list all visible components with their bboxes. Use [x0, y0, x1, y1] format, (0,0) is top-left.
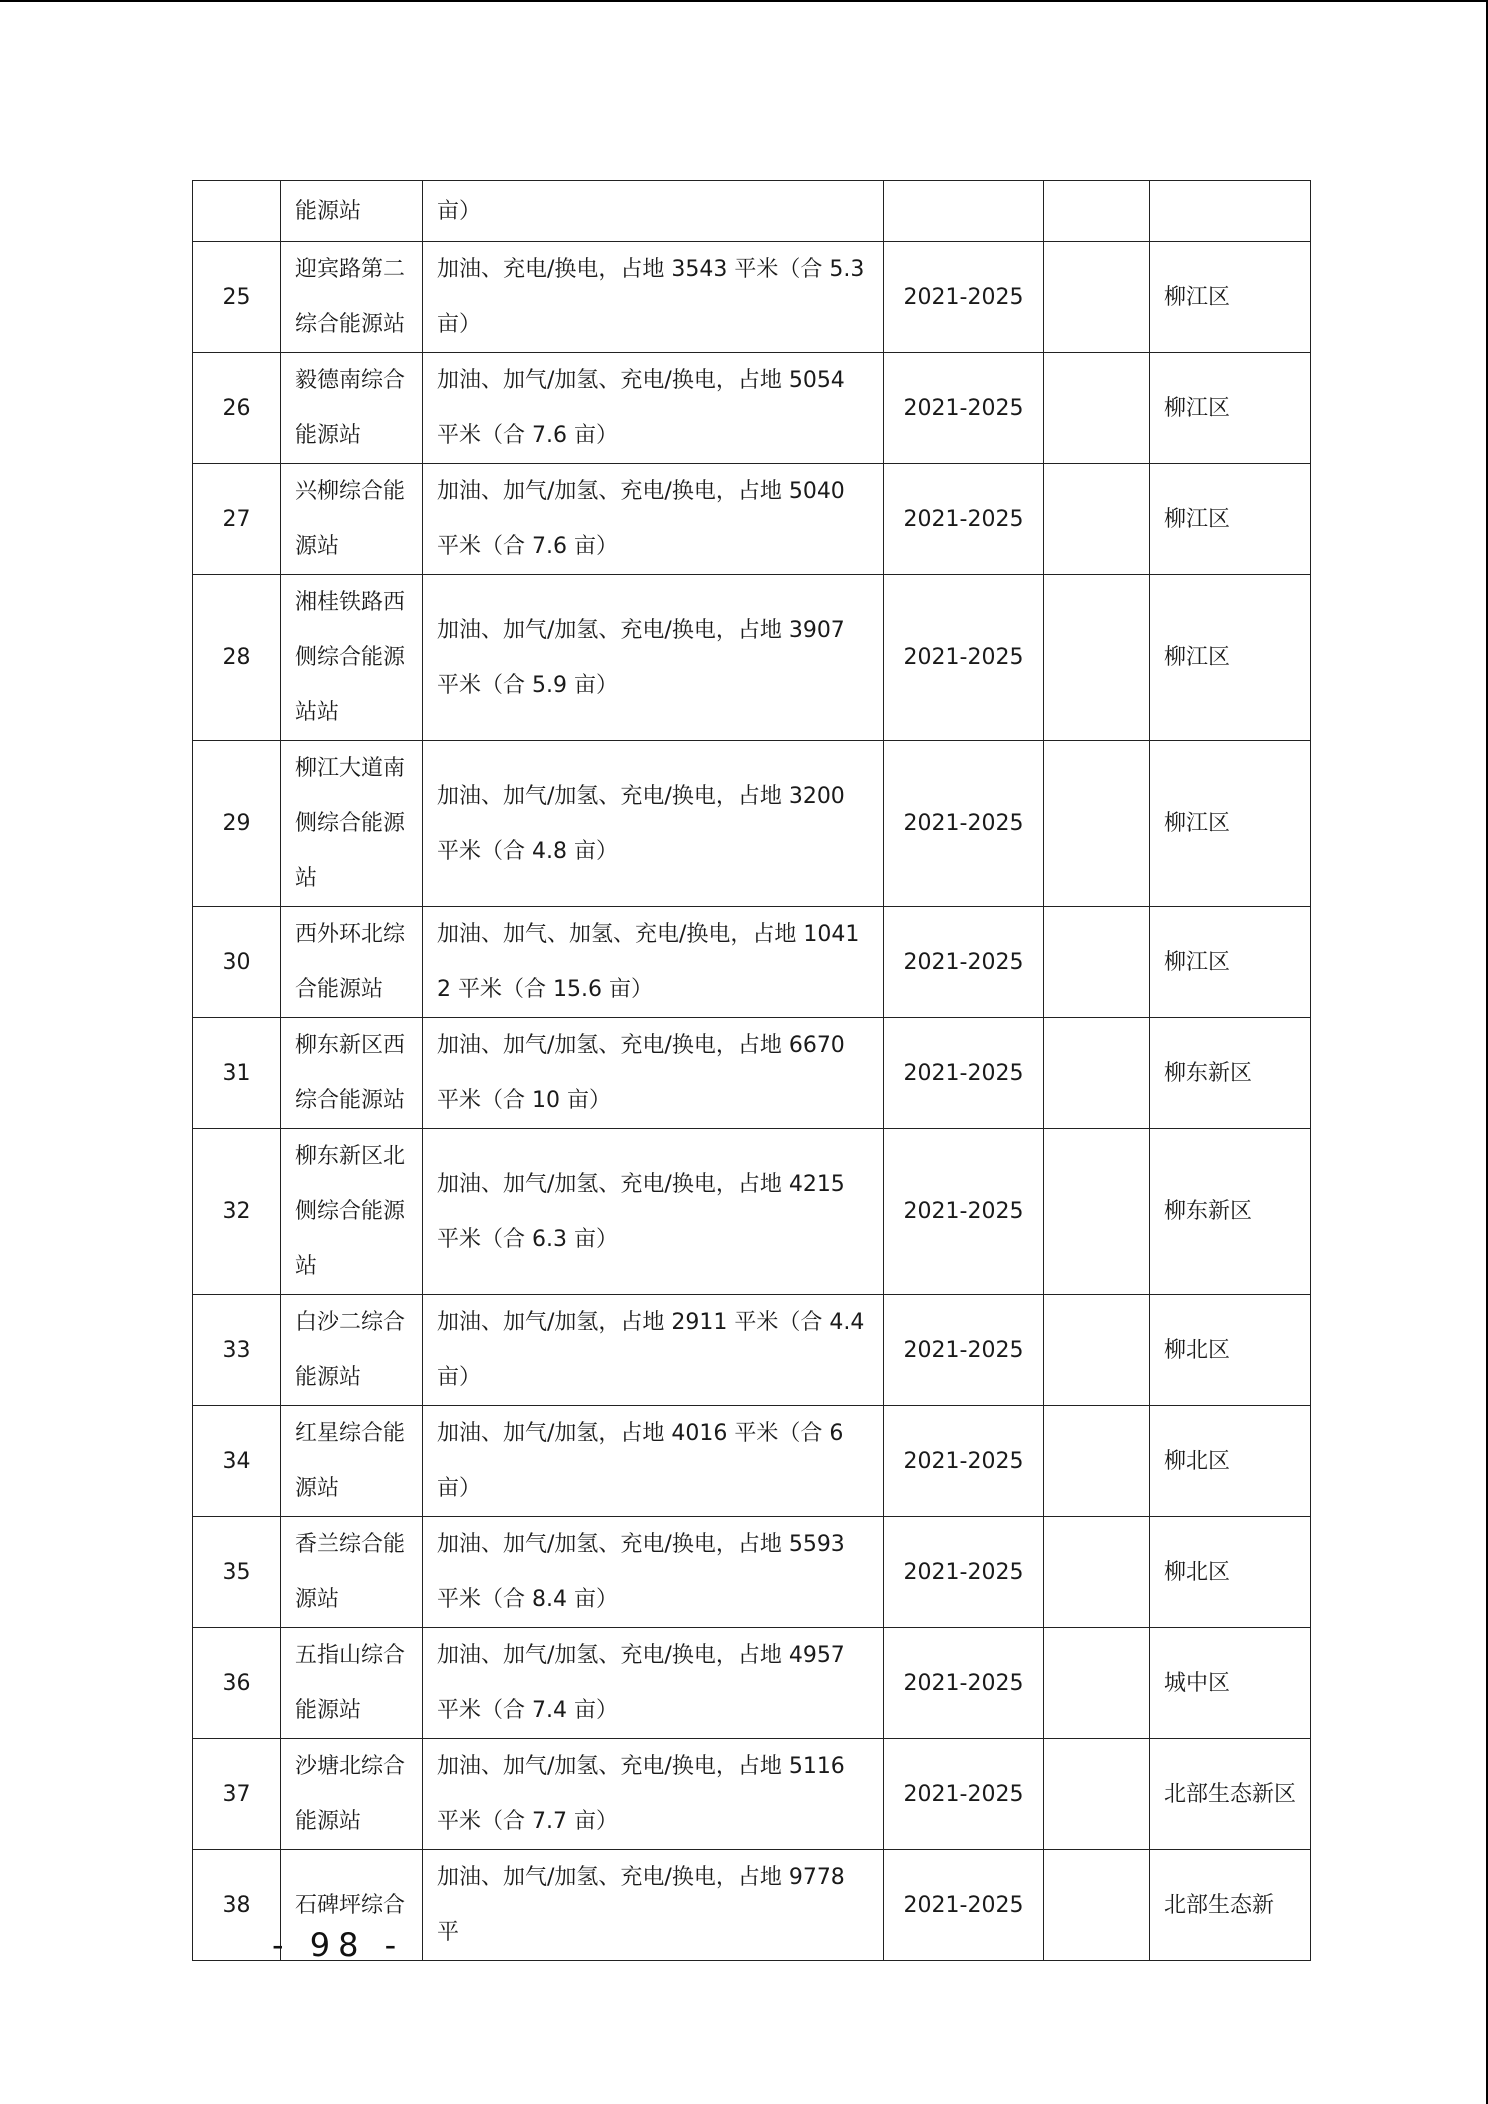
construction-period: 2021-2025: [884, 1295, 1044, 1406]
station-name: 毅德南综合能源站: [281, 353, 423, 464]
construction-period: 2021-2025: [884, 1018, 1044, 1129]
construction-period: 2021-2025: [884, 1850, 1044, 1961]
table-row: [193, 1406, 1311, 1517]
table-row: [193, 575, 1311, 741]
district: 柳江区: [1150, 575, 1311, 741]
station-number: [193, 181, 281, 242]
station-number: 27: [193, 464, 281, 575]
table-row: [193, 741, 1311, 907]
empty-cell: [1044, 181, 1150, 242]
station-description: 加油、加气/加氢、充电/换电，占地 3200 平米（合 4.8 亩）: [423, 741, 884, 907]
empty-cell: [1044, 242, 1150, 353]
page-number: - 98 -: [272, 1926, 405, 1964]
empty-cell: [1044, 741, 1150, 907]
station-description: 加油、充电/换电，占地 3543 平米（合 5.3 亩）: [423, 242, 884, 353]
station-name: 五指山综合能源站: [281, 1628, 423, 1739]
station-number: 32: [193, 1129, 281, 1295]
construction-period: 2021-2025: [884, 907, 1044, 1018]
station-number: 35: [193, 1517, 281, 1628]
station-number: 38: [193, 1850, 281, 1961]
district: 柳北区: [1150, 1406, 1311, 1517]
table-row: [193, 1628, 1311, 1739]
table-row: [193, 242, 1311, 353]
construction-period: 2021-2025: [884, 464, 1044, 575]
page-top-border: [0, 0, 1488, 2]
construction-period: 2021-2025: [884, 1517, 1044, 1628]
station-description: 加油、加气/加氢，占地 4016 平米（合 6 亩）: [423, 1406, 884, 1517]
empty-cell: [1044, 907, 1150, 1018]
station-name: 白沙二综合能源站: [281, 1295, 423, 1406]
empty-cell: [1044, 1295, 1150, 1406]
table-row: [193, 1517, 1311, 1628]
construction-period: 2021-2025: [884, 1628, 1044, 1739]
construction-period: 2021-2025: [884, 741, 1044, 907]
station-description: 加油、加气/加氢、充电/换电，占地 6670 平米（合 10 亩）: [423, 1018, 884, 1129]
station-name: 石碑坪综合: [281, 1850, 423, 1961]
district: 柳江区: [1150, 353, 1311, 464]
table-row: [193, 353, 1311, 464]
station-description: 加油、加气/加氢、充电/换电，占地 3907 平米（合 5.9 亩）: [423, 575, 884, 741]
station-description: 亩）: [423, 181, 884, 242]
empty-cell: [1044, 1129, 1150, 1295]
empty-cell: [1044, 1406, 1150, 1517]
station-name: 红星综合能源站: [281, 1406, 423, 1517]
station-description: 加油、加气/加氢，占地 2911 平米（合 4.4 亩）: [423, 1295, 884, 1406]
empty-cell: [1044, 1739, 1150, 1850]
station-number: 26: [193, 353, 281, 464]
station-number: 36: [193, 1628, 281, 1739]
construction-period: [884, 181, 1044, 242]
station-name: 柳东新区西综合能源站: [281, 1018, 423, 1129]
station-description: 加油、加气/加氢、充电/换电，占地 5040 平米（合 7.6 亩）: [423, 464, 884, 575]
station-number: 25: [193, 242, 281, 353]
empty-cell: [1044, 575, 1150, 741]
table-row: [193, 1018, 1311, 1129]
station-number: 34: [193, 1406, 281, 1517]
district: 北部生态新区: [1150, 1739, 1311, 1850]
empty-cell: [1044, 1517, 1150, 1628]
station-description: 加油、加气/加氢、充电/换电，占地 5116 平米（合 7.7 亩）: [423, 1739, 884, 1850]
table-row: [193, 464, 1311, 575]
district: 北部生态新: [1150, 1850, 1311, 1961]
station-name: 兴柳综合能源站: [281, 464, 423, 575]
station-name: 沙塘北综合能源站: [281, 1739, 423, 1850]
station-description: 加油、加气/加氢、充电/换电，占地 9778 平: [423, 1850, 884, 1961]
station-name: 柳东新区北侧综合能源站: [281, 1129, 423, 1295]
table-row: [193, 1295, 1311, 1406]
empty-cell: [1044, 1850, 1150, 1961]
station-name: 湘桂铁路西侧综合能源站站: [281, 575, 423, 741]
table-body: [193, 181, 1311, 1961]
empty-cell: [1044, 464, 1150, 575]
station-description: 加油、加气/加氢、充电/换电，占地 4215 平米（合 6.3 亩）: [423, 1129, 884, 1295]
station-number: 37: [193, 1739, 281, 1850]
station-description: 加油、加气、加氢、充电/换电，占地 10412 平米（合 15.6 亩）: [423, 907, 884, 1018]
energy-station-table: [192, 180, 1311, 1961]
district: 柳江区: [1150, 242, 1311, 353]
station-number: 30: [193, 907, 281, 1018]
station-name: 能源站: [281, 181, 423, 242]
district: 柳东新区: [1150, 1018, 1311, 1129]
station-description: 加油、加气/加氢、充电/换电，占地 4957 平米（合 7.4 亩）: [423, 1628, 884, 1739]
table-row: [193, 907, 1311, 1018]
station-name: 迎宾路第二综合能源站: [281, 242, 423, 353]
station-description: 加油、加气/加氢、充电/换电，占地 5593 平米（合 8.4 亩）: [423, 1517, 884, 1628]
empty-cell: [1044, 1018, 1150, 1129]
district: 城中区: [1150, 1628, 1311, 1739]
station-number: 29: [193, 741, 281, 907]
station-name: 香兰综合能源站: [281, 1517, 423, 1628]
district: 柳东新区: [1150, 1129, 1311, 1295]
table-row: [193, 181, 1311, 242]
construction-period: 2021-2025: [884, 1129, 1044, 1295]
station-description: 加油、加气/加氢、充电/换电，占地 5054 平米（合 7.6 亩）: [423, 353, 884, 464]
table-row: [193, 1739, 1311, 1850]
district: 柳江区: [1150, 907, 1311, 1018]
station-name: 西外环北综合能源站: [281, 907, 423, 1018]
station-number: 33: [193, 1295, 281, 1406]
station-number: 28: [193, 575, 281, 741]
construction-period: 2021-2025: [884, 1406, 1044, 1517]
district: 柳江区: [1150, 741, 1311, 907]
construction-period: 2021-2025: [884, 353, 1044, 464]
construction-period: 2021-2025: [884, 575, 1044, 741]
district: 柳江区: [1150, 464, 1311, 575]
table-row: [193, 1129, 1311, 1295]
construction-period: 2021-2025: [884, 1739, 1044, 1850]
construction-period: 2021-2025: [884, 242, 1044, 353]
district: 柳北区: [1150, 1517, 1311, 1628]
empty-cell: [1044, 353, 1150, 464]
empty-cell: [1044, 1628, 1150, 1739]
district: [1150, 181, 1311, 242]
district: 柳北区: [1150, 1295, 1311, 1406]
station-number: 31: [193, 1018, 281, 1129]
station-name: 柳江大道南侧综合能源站: [281, 741, 423, 907]
